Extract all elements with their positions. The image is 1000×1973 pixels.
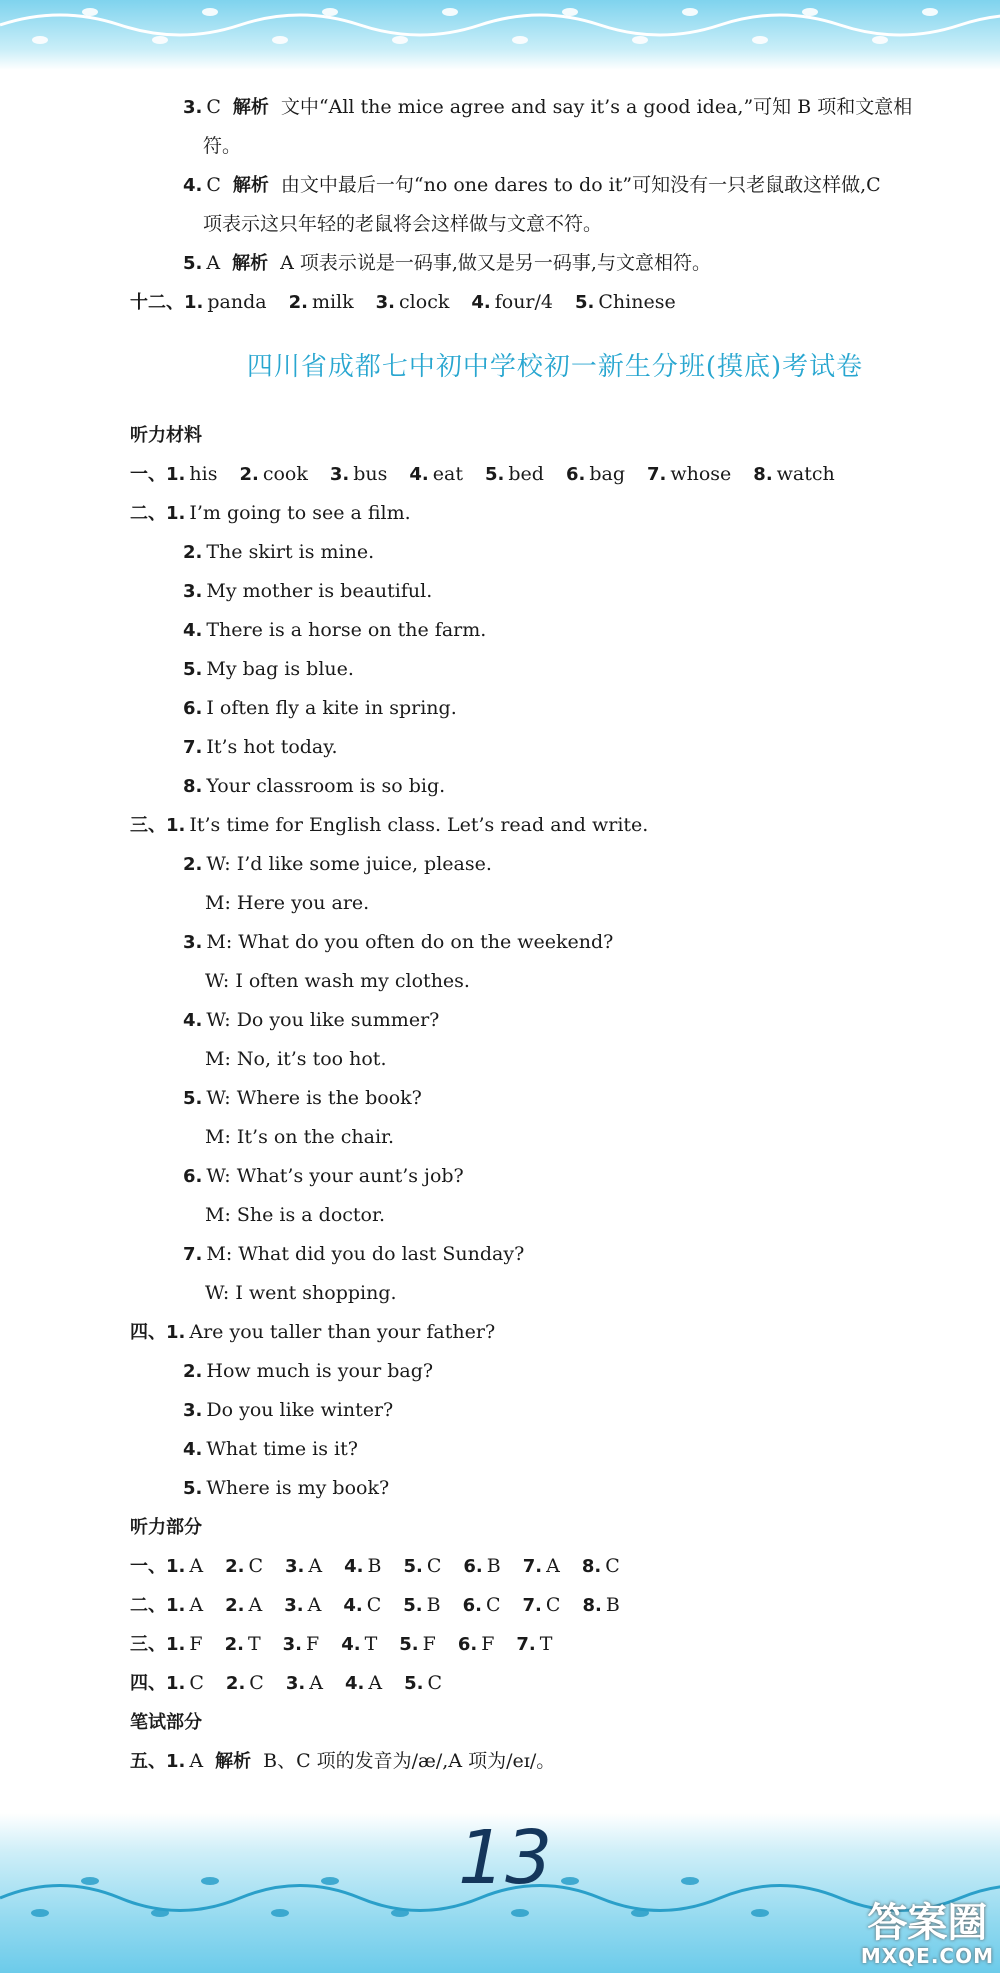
item-number: 6. <box>462 1595 482 1616</box>
answer-item <box>458 1633 495 1655</box>
item-number: 4. <box>471 292 491 313</box>
line-text: M: Here you are. <box>205 892 370 914</box>
section-head: 三、 <box>130 1634 166 1655</box>
line-number: 7. <box>183 737 203 758</box>
lm-s3-dialog-line <box>130 1079 980 1118</box>
analysis-text: 文中“All the mice agree and say it’s a good idea,”可知 B 项和文意相 <box>280 96 913 118</box>
written-heading <box>130 1703 980 1742</box>
answer-item <box>330 463 388 485</box>
prev-q5 <box>130 244 980 283</box>
analysis-text: A 项表示说是一码事,做又是另一码事,与文意相符。 <box>280 252 711 274</box>
item-value: F <box>422 1633 436 1655</box>
answer-item <box>166 1672 204 1694</box>
answer-item <box>225 1633 261 1655</box>
item-number: 5. <box>403 1595 423 1616</box>
item-number: 1. <box>166 1634 186 1655</box>
heading-text: 听力部分 <box>130 1517 202 1538</box>
item-value: F <box>481 1633 495 1655</box>
lm-s3-dialog-reply <box>130 1274 980 1313</box>
q-answer: C <box>206 96 221 118</box>
section-head: 二、 <box>130 1595 166 1616</box>
item-value: A <box>308 1555 323 1577</box>
item-value: bus <box>353 463 388 485</box>
item-number: 8. <box>581 1556 602 1577</box>
q-answer: A <box>189 1750 204 1772</box>
line-text: W: Do you like summer? <box>206 1009 440 1031</box>
line-number: 1. <box>166 503 186 524</box>
item-value: B <box>367 1555 382 1577</box>
analysis-text: 由文中最后一句“no one dares to do it”可知没有一只老鼠敢这样做,C <box>280 174 881 196</box>
top-vine-ornament <box>0 0 1000 70</box>
analysis-label: 解析 <box>232 175 269 196</box>
item-value: B <box>426 1594 441 1616</box>
answer-item <box>523 1594 561 1616</box>
item-number: 2. <box>288 292 308 313</box>
item-value: C <box>485 1594 501 1616</box>
section-head: 四、 <box>130 1322 166 1343</box>
item-value: B <box>605 1594 620 1616</box>
watermark-url: MXQE.COM <box>860 1944 994 1968</box>
answer-item <box>582 1594 619 1616</box>
answer-item <box>753 463 834 485</box>
item-number: 6. <box>457 1634 478 1655</box>
answer-item <box>285 1555 322 1577</box>
line-text: The skirt is mine. <box>206 541 375 563</box>
prev-q3 <box>130 88 980 127</box>
heading-text: 笔试部分 <box>130 1712 202 1733</box>
answer-item <box>566 463 625 485</box>
q-number: 5. <box>183 253 203 274</box>
prev-q4 <box>130 166 980 205</box>
item-number: 3. <box>329 464 350 485</box>
answer-item <box>345 1672 382 1694</box>
item-value: Chinese <box>598 291 676 313</box>
line-number: 2. <box>183 854 203 875</box>
answer-item <box>343 1594 381 1616</box>
lm-s2-line <box>130 611 980 650</box>
item-value: A <box>248 1594 263 1616</box>
item-number: 7. <box>522 1595 542 1616</box>
lm-s2-line <box>130 572 980 611</box>
item-value: C <box>605 1555 620 1577</box>
answer-item <box>463 1594 501 1616</box>
line-text: My mother is beautiful. <box>206 580 433 602</box>
q-answer: C <box>206 174 221 196</box>
q-number: 4. <box>183 175 203 196</box>
item-value: watch <box>776 463 835 485</box>
listening-answers-heading <box>130 1508 980 1547</box>
line-text: I often fly a kite in spring. <box>206 697 457 719</box>
line-text: What time is it? <box>206 1438 358 1460</box>
line-text: M: It’s on the chair. <box>205 1126 395 1148</box>
item-value: four/4 <box>494 291 553 313</box>
lm-s3-dialog-reply <box>130 1196 980 1235</box>
lm-s4-line <box>130 1430 980 1469</box>
line-number: 1. <box>166 1322 186 1343</box>
lm-section-1 <box>130 455 980 494</box>
watermark-logo <box>861 1901 994 1967</box>
lm-s2-line <box>130 689 980 728</box>
lm-s2-line <box>130 728 980 767</box>
line-text: I’m going to see a film. <box>189 502 411 524</box>
answer-item <box>403 1555 441 1577</box>
answer-item <box>166 463 217 485</box>
line-text: W: I often wash my clothes. <box>205 970 470 992</box>
answer-item <box>184 291 267 313</box>
analysis-text: B、C 项的发音为/æ/,A 项为/eɪ/。 <box>263 1750 556 1772</box>
answer-item <box>166 1633 203 1655</box>
lm-s4-line <box>130 1391 980 1430</box>
lm-s2-line <box>130 494 980 533</box>
item-value: A <box>309 1672 323 1694</box>
lm-s2-line <box>130 650 980 689</box>
answer-key-content <box>130 88 980 1781</box>
lm-s2-line <box>130 533 980 572</box>
line-text: W: Where is the book? <box>206 1087 422 1109</box>
line-text: M: No, it’s too hot. <box>205 1048 387 1070</box>
answer-item <box>523 1555 560 1577</box>
line-text: Do you like winter? <box>206 1399 394 1421</box>
section-head: 十二、 <box>130 292 184 313</box>
answer-item <box>463 1555 500 1577</box>
lm-s3-dialog-line <box>130 1157 980 1196</box>
item-number: 1. <box>166 1595 186 1616</box>
item-number: 1. <box>166 1556 186 1577</box>
line-text: Are you taller than your father? <box>189 1321 496 1343</box>
item-number: 7. <box>522 1556 543 1577</box>
item-value: bag <box>589 463 625 485</box>
line-text: Your classroom is so big. <box>206 775 446 797</box>
item-number: 4. <box>341 1634 361 1655</box>
item-value: whose <box>670 463 732 485</box>
item-number: 4. <box>344 1673 365 1694</box>
item-number: 8. <box>582 1595 602 1616</box>
item-number: 1. <box>166 464 186 485</box>
item-value: C <box>366 1594 382 1616</box>
lm-s3-dialog-line <box>130 923 980 962</box>
answer-item <box>166 1555 203 1577</box>
item-value: C <box>249 1672 264 1694</box>
prev-section-12 <box>130 283 980 322</box>
answer-item <box>575 291 676 313</box>
line-number: 2. <box>183 542 203 563</box>
answer-item <box>404 1672 442 1694</box>
q-number: 1. <box>166 1751 186 1772</box>
item-number: 4. <box>344 1556 364 1577</box>
item-number: 2. <box>225 1595 245 1616</box>
answer-item <box>284 1594 321 1616</box>
line-number: 5. <box>183 659 203 680</box>
line-text: It’s hot today. <box>206 736 338 758</box>
item-value: A <box>368 1672 383 1694</box>
la-row <box>130 1664 980 1703</box>
section-head: 一、 <box>130 464 166 485</box>
item-value: A <box>189 1594 204 1616</box>
line-number: 6. <box>183 1166 203 1187</box>
line-text: It’s time for English class. Let’s read and write. <box>189 814 649 836</box>
lm-s3-dialog-line <box>130 845 980 884</box>
q-number: 3. <box>183 97 203 118</box>
line-text: W: What’s your aunt’s job? <box>206 1165 464 1187</box>
lm-s4-line <box>130 1313 980 1352</box>
item-number: 5. <box>404 1673 424 1694</box>
item-number: 4. <box>343 1595 363 1616</box>
item-value: F <box>306 1633 320 1655</box>
item-value: T <box>364 1633 378 1655</box>
item-value: T <box>539 1633 553 1655</box>
la-row <box>130 1586 980 1625</box>
item-value: C <box>248 1555 264 1577</box>
lm-s3-dialog-reply <box>130 1040 980 1079</box>
answer-item <box>403 1594 440 1616</box>
item-number: 7. <box>646 464 667 485</box>
section-head: 三、 <box>130 815 166 836</box>
line-number: 6. <box>183 698 203 719</box>
answer-item <box>376 291 450 313</box>
listening-material-heading <box>130 416 980 455</box>
item-number: 3. <box>375 292 396 313</box>
answer-item <box>166 1594 203 1616</box>
line-text: There is a horse on the farm. <box>206 619 487 641</box>
analysis-label: 解析 <box>232 253 269 274</box>
item-value: A <box>546 1555 560 1577</box>
item-number: 3. <box>282 1634 302 1655</box>
line-number: 7. <box>183 1244 203 1265</box>
line-text: M: What did you do last Sunday? <box>206 1243 525 1265</box>
item-value: C <box>189 1672 204 1694</box>
line-text: M: What do you often do on the weekend? <box>206 931 614 953</box>
item-number: 6. <box>463 1556 483 1577</box>
answer-item <box>582 1555 620 1577</box>
section-head: 二、 <box>130 503 166 524</box>
lm-s3-dialog-line <box>130 1235 980 1274</box>
line-text: Where is my book? <box>206 1477 390 1499</box>
line-number: 5. <box>183 1478 203 1499</box>
prev-q4-cont <box>130 205 980 244</box>
line-text: My bag is blue. <box>206 658 354 680</box>
line-number: 1. <box>166 815 186 836</box>
item-value: F <box>189 1633 203 1655</box>
answer-item <box>239 463 307 485</box>
answer-item <box>409 463 463 485</box>
line-number: 3. <box>183 932 203 953</box>
item-number: 3. <box>285 1673 306 1694</box>
line-number: 5. <box>183 1088 203 1109</box>
item-number: 6. <box>565 464 586 485</box>
item-number: 2. <box>225 1556 245 1577</box>
lm-s4-line <box>130 1469 980 1508</box>
answer-item <box>647 463 731 485</box>
lm-s3-dialog-reply <box>130 962 980 1001</box>
item-number: 2. <box>239 464 259 485</box>
answer-item <box>516 1633 552 1655</box>
lm-s3-dialog-reply <box>130 884 980 923</box>
watermark-text: 答案圈 <box>867 1900 988 1946</box>
item-value: C <box>427 1672 442 1694</box>
item-number: 7. <box>516 1634 536 1655</box>
line-text: M: She is a doctor. <box>205 1204 386 1226</box>
answer-item <box>286 1672 323 1694</box>
heading-text: 听力材料 <box>130 425 202 446</box>
answer-item <box>283 1633 320 1655</box>
item-number: 5. <box>575 292 595 313</box>
prev-q3-cont <box>130 127 980 166</box>
item-number: 1. <box>166 1673 186 1694</box>
lm-s3-dialog-reply <box>130 1118 980 1157</box>
item-value: C <box>426 1555 442 1577</box>
answer-item <box>399 1633 436 1655</box>
item-value: clock <box>399 291 450 313</box>
item-number: 8. <box>753 464 773 485</box>
line-number: 8. <box>183 776 203 797</box>
item-value: A <box>189 1555 204 1577</box>
answer-item <box>341 1633 377 1655</box>
line-number: 3. <box>183 1400 203 1421</box>
item-number: 5. <box>403 1556 423 1577</box>
line-number: 4. <box>183 620 203 641</box>
answer-item <box>471 291 553 313</box>
item-value: T <box>247 1633 261 1655</box>
item-number: 5. <box>485 464 505 485</box>
line-text: How much is your bag? <box>206 1360 434 1382</box>
item-number: 4. <box>409 464 429 485</box>
exam-title: 四川省成都七中初中学校初一新生分班(摸底)考试卷 <box>246 352 864 382</box>
answer-item <box>344 1555 381 1577</box>
item-value: bed <box>508 463 544 485</box>
answer-item <box>226 1672 264 1694</box>
item-value: A <box>307 1594 322 1616</box>
item-value: C <box>545 1594 561 1616</box>
line-number: 4. <box>183 1010 203 1031</box>
section-head: 五、 <box>130 1751 166 1772</box>
answer-item <box>289 291 354 313</box>
item-number: 5. <box>399 1634 419 1655</box>
line-number: 2. <box>183 1361 203 1382</box>
analysis-text-cont: 符。 <box>203 135 242 157</box>
handwritten-page-number: 13 <box>458 1815 553 1901</box>
item-value: panda <box>207 291 267 313</box>
answer-item <box>225 1555 263 1577</box>
item-number: 3. <box>284 1595 304 1616</box>
section-head: 四、 <box>130 1673 166 1694</box>
lm-s4-line <box>130 1352 980 1391</box>
item-number: 3. <box>285 1556 305 1577</box>
analysis-label: 解析 <box>215 1751 252 1772</box>
written-section-5 <box>130 1742 980 1781</box>
answer-item <box>485 463 544 485</box>
item-value: his <box>189 463 218 485</box>
section-head: 一、 <box>130 1556 166 1577</box>
lm-s2-line <box>130 767 980 806</box>
item-value: milk <box>311 291 354 313</box>
analysis-label: 解析 <box>232 97 269 118</box>
answer-item <box>225 1594 262 1616</box>
line-text: W: I went shopping. <box>205 1282 397 1304</box>
la-row <box>130 1547 980 1586</box>
line-number: 4. <box>183 1439 203 1460</box>
lm-s3-line <box>130 806 980 845</box>
item-value: eat <box>432 463 463 485</box>
line-number: 3. <box>183 581 203 602</box>
lm-s3-dialog-line <box>130 1001 980 1040</box>
item-number: 2. <box>224 1634 244 1655</box>
item-number: 1. <box>184 292 204 313</box>
item-number: 2. <box>225 1673 246 1694</box>
q-answer: A <box>206 252 221 274</box>
line-text: W: I’d like some juice, please. <box>206 853 492 875</box>
la-row <box>130 1625 980 1664</box>
item-value: B <box>486 1555 501 1577</box>
analysis-text-cont: 项表示这只年轻的老鼠将会这样做与文意不符。 <box>203 213 603 235</box>
item-value: cook <box>262 463 308 485</box>
